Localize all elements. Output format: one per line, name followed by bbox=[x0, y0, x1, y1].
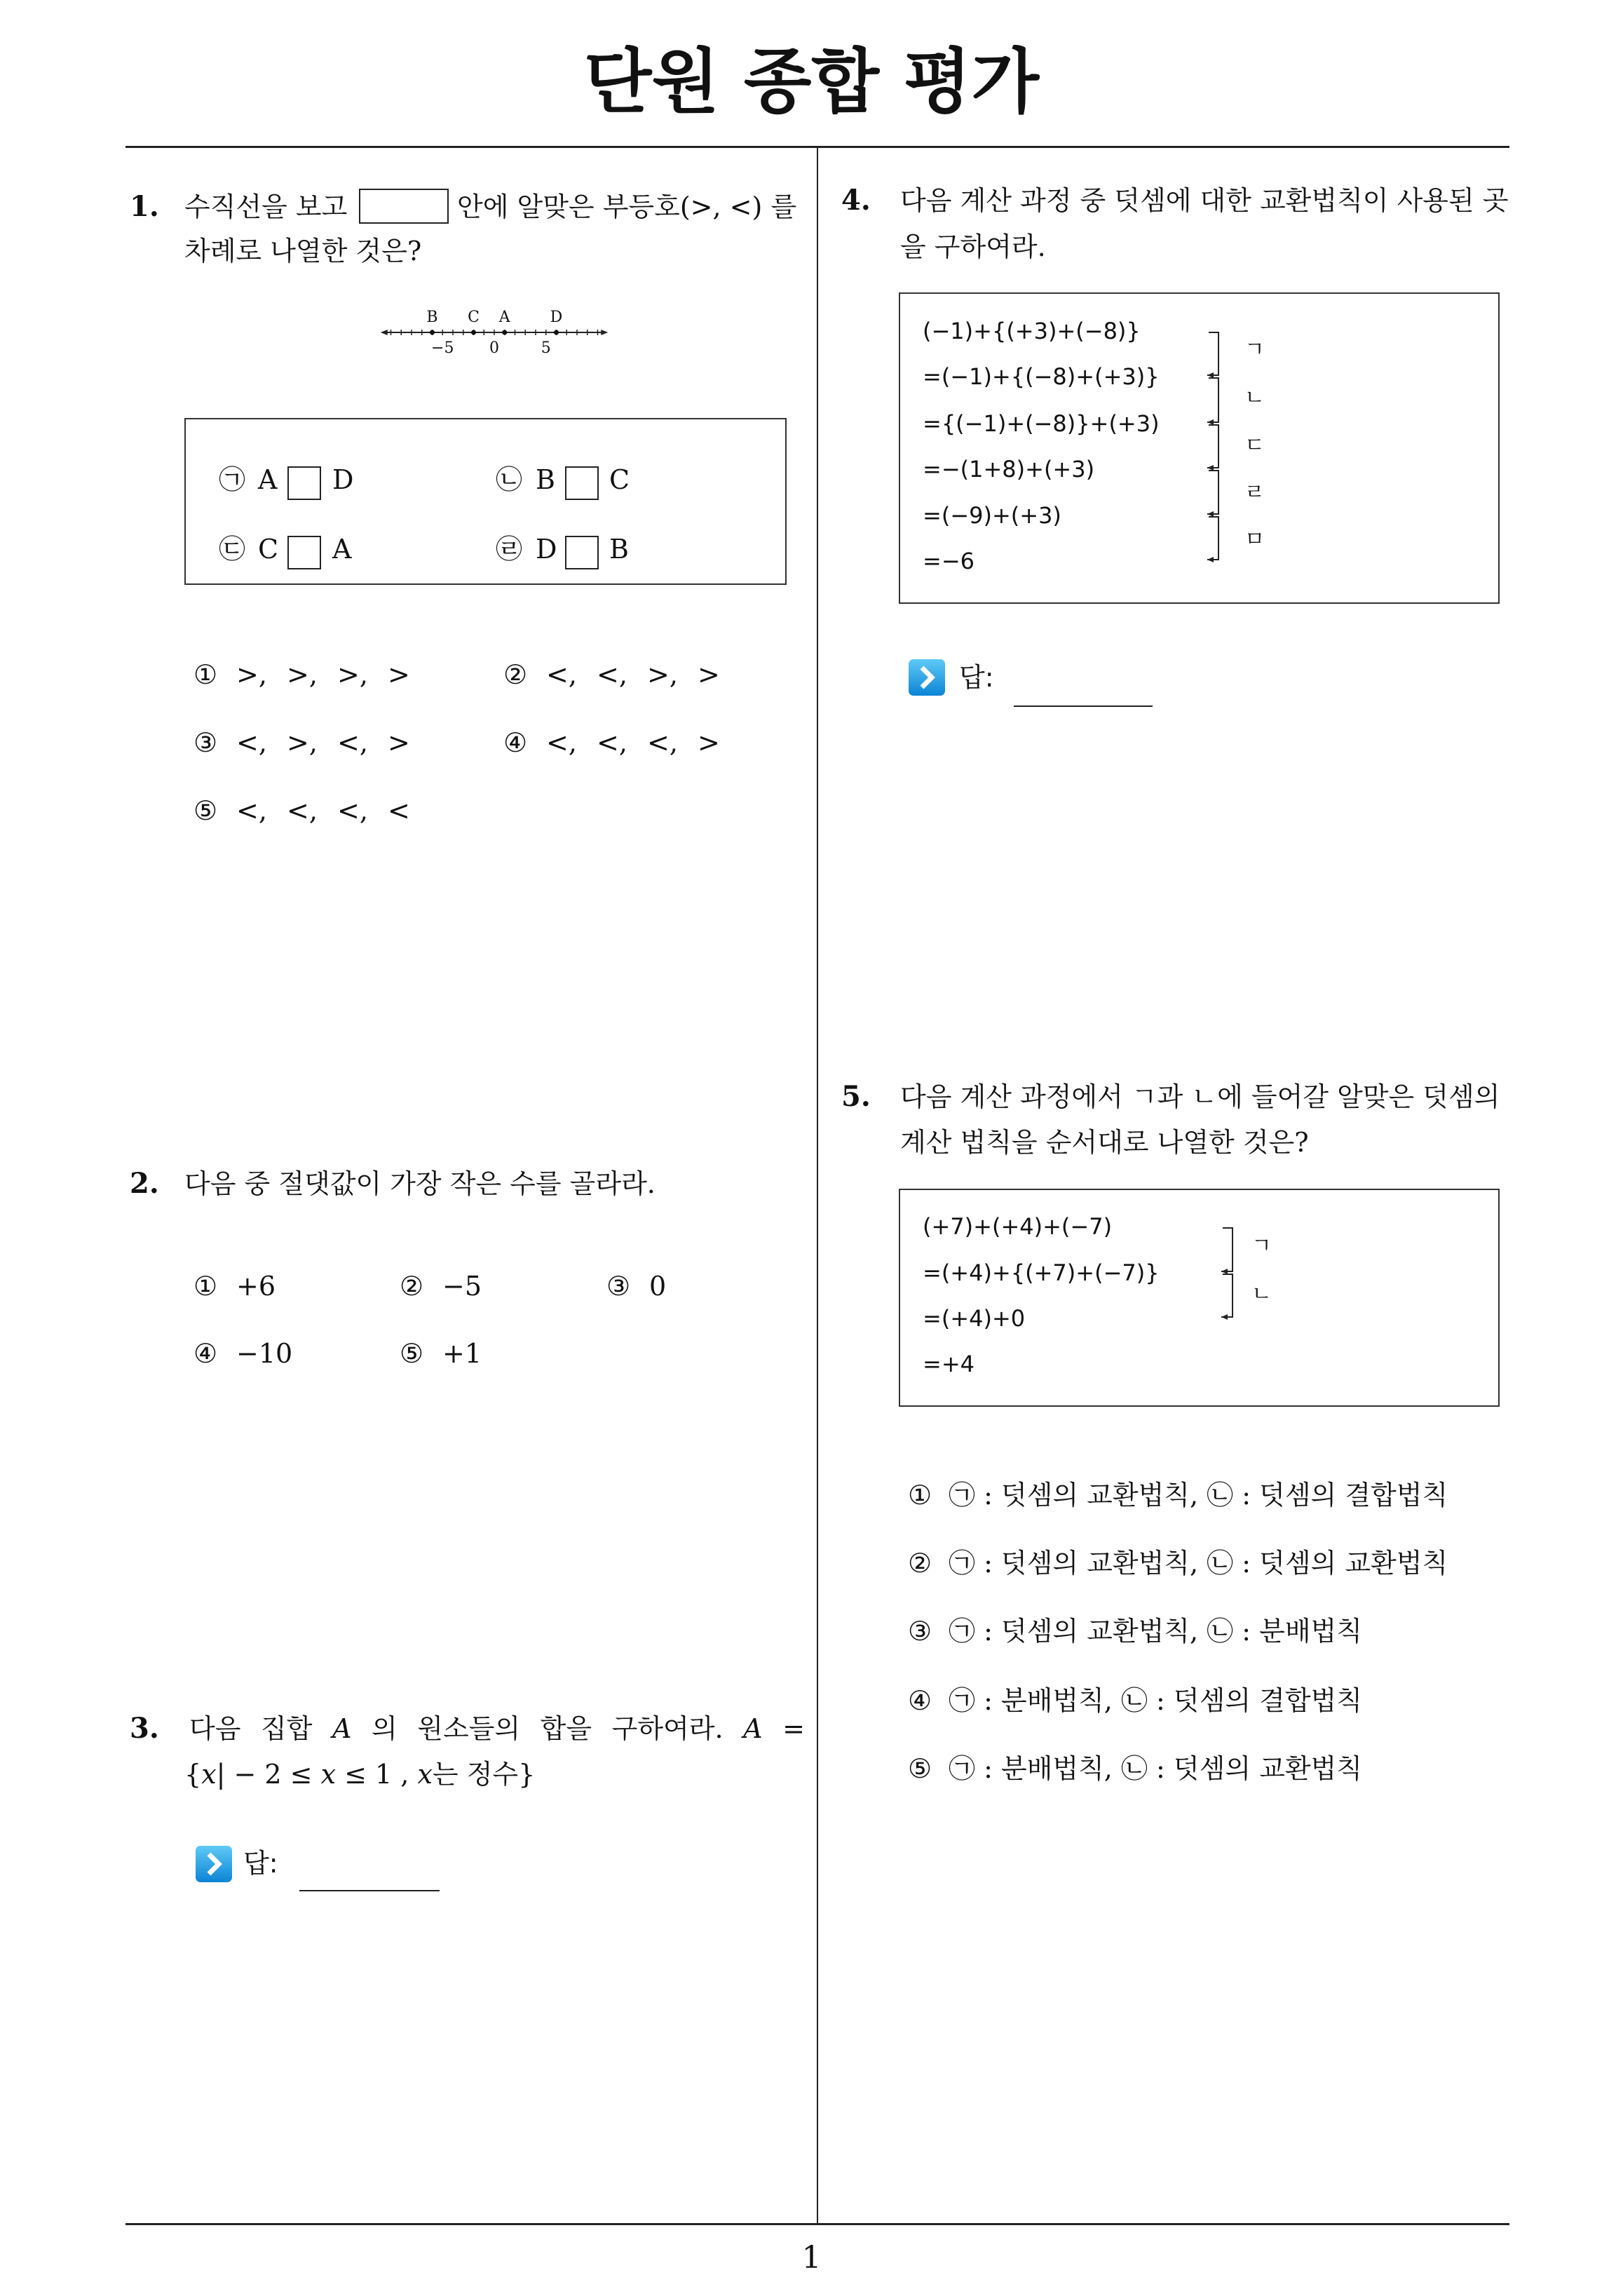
choice-marker: ④ bbox=[193, 1338, 218, 1369]
choice-text: +6 bbox=[236, 1271, 276, 1302]
choice-marker: ③ bbox=[193, 727, 218, 758]
word: 의 bbox=[371, 1713, 398, 1744]
choice-marker: ② bbox=[503, 659, 528, 690]
question-number: 2. bbox=[130, 1167, 159, 1200]
question-number: 4. bbox=[841, 184, 871, 217]
choice-text: <, <, <, > bbox=[546, 727, 720, 758]
footer-rule bbox=[125, 2223, 1509, 2225]
calculation-step: (+7)+(+4)+(−7) bbox=[923, 1213, 1113, 1240]
step-label: ㄱ bbox=[1244, 337, 1265, 362]
number-line-tick-label: −5 bbox=[431, 339, 454, 357]
variable-x: x bbox=[320, 1759, 337, 1790]
number-line-point bbox=[430, 330, 435, 335]
condition-text: 는 정수} bbox=[432, 1759, 536, 1790]
blank-square bbox=[287, 466, 321, 500]
answer-arrow-icon bbox=[908, 659, 946, 696]
word: 합을 bbox=[540, 1713, 592, 1744]
choice-5 bbox=[193, 797, 474, 824]
choice-text: <, >, <, > bbox=[236, 727, 410, 758]
choice-text: ㉠ : 덧셈의 교환법칙, ㉡ : 덧셈의 결합법칙 bbox=[949, 1480, 1448, 1511]
calculation-step: =(+4)+0 bbox=[923, 1305, 1026, 1332]
step-label: ㄴ bbox=[1251, 1282, 1272, 1306]
item-right: B bbox=[609, 534, 629, 565]
word: 집합 bbox=[260, 1713, 313, 1744]
step-label: ㄹ bbox=[1244, 480, 1265, 505]
step-brackets bbox=[1206, 1217, 1248, 1329]
choice-4 bbox=[193, 1340, 376, 1367]
choice-text: 0 bbox=[649, 1271, 667, 1302]
page-number: 1 bbox=[801, 2240, 822, 2276]
column-divider bbox=[817, 146, 818, 2225]
choice-2 bbox=[908, 1548, 1483, 1579]
item-right: A bbox=[332, 534, 352, 565]
step-label: ㄴ bbox=[1244, 386, 1265, 410]
number-line-point bbox=[554, 330, 559, 335]
choice-5 bbox=[908, 1755, 1483, 1782]
choice-1 bbox=[193, 661, 474, 688]
calculation-step: =−6 bbox=[923, 548, 975, 574]
item-marker: ㉣ bbox=[496, 534, 523, 565]
number-line-point-label: D bbox=[550, 309, 563, 326]
choice-4 bbox=[503, 729, 784, 756]
number-line-point-label: B bbox=[426, 309, 438, 326]
calculation-step: ={(−1)+(−8)}+(+3) bbox=[923, 410, 1160, 437]
choice-marker: ③ bbox=[908, 1616, 932, 1647]
choice-3 bbox=[193, 729, 474, 756]
step-label: ㄱ bbox=[1251, 1234, 1272, 1258]
calculation-step: =(+4)+{(+7)+(−7)} bbox=[923, 1260, 1160, 1286]
bracket-arrow bbox=[1207, 332, 1218, 375]
choice-text: ㉠ : 분배법칙, ㉡ : 덧셈의 결합법칙 bbox=[949, 1685, 1362, 1716]
step-label: ㅁ bbox=[1244, 527, 1265, 552]
choice-2 bbox=[400, 1271, 582, 1302]
question-text: 차례로 나열한 것은? bbox=[184, 236, 422, 266]
step-label: ㄷ bbox=[1244, 433, 1265, 458]
choice-3 bbox=[606, 1271, 789, 1302]
number-line-tick-label: 0 bbox=[489, 339, 499, 357]
comparison-item bbox=[219, 466, 401, 493]
answer-label: 답: bbox=[243, 1848, 278, 1879]
question-number: 5. bbox=[841, 1080, 871, 1113]
choice-marker: ⑤ bbox=[908, 1753, 932, 1784]
variable-x: x bbox=[417, 1759, 433, 1790]
question-number: 1. bbox=[130, 190, 159, 223]
choice-2 bbox=[503, 661, 784, 688]
choice-4 bbox=[908, 1687, 1483, 1714]
question-text: 다음 계산 과정 중 덧셈에 대한 교환법칙이 사용된 곳 bbox=[900, 185, 1509, 216]
number-line-point bbox=[502, 330, 507, 335]
bracket-arrow bbox=[1207, 471, 1218, 514]
bracket-arrow bbox=[1207, 425, 1218, 468]
axis-arrow-right bbox=[601, 330, 608, 335]
choice-text: <, <, <, < bbox=[236, 795, 410, 826]
choice-5 bbox=[400, 1340, 582, 1367]
bracket-arrow bbox=[1221, 1228, 1232, 1271]
choice-text: ㉠ : 분배법칙, ㉡ : 덧셈의 교환법칙 bbox=[949, 1753, 1362, 1784]
comparison-item bbox=[219, 534, 401, 565]
choice-marker: ④ bbox=[908, 1685, 932, 1716]
set-name: A bbox=[332, 1713, 352, 1744]
number-line-point-label: A bbox=[498, 309, 510, 326]
word: 구하여라. bbox=[611, 1713, 724, 1744]
choice-3 bbox=[908, 1618, 1483, 1645]
calculation-step: =+4 bbox=[923, 1351, 975, 1377]
calculation-step: =−(1+8)+(+3) bbox=[923, 456, 1095, 482]
variable-x: x bbox=[201, 1759, 217, 1790]
number-line-tick-label: 5 bbox=[541, 339, 551, 357]
question-number: 3. bbox=[130, 1712, 159, 1745]
word: 원소들의 bbox=[417, 1713, 521, 1744]
question-text: 다음 계산 과정에서 ㄱ과 ㄴ에 들어갈 알맞은 덧셈의 bbox=[900, 1081, 1500, 1112]
question-text: 계산 법칙을 순서대로 나열한 것은? bbox=[900, 1127, 1309, 1158]
item-right: D bbox=[332, 464, 354, 495]
comparison-item bbox=[496, 534, 678, 565]
choice-text: <, <, >, > bbox=[546, 659, 720, 690]
choice-marker: ① bbox=[193, 1271, 218, 1302]
set-name: A bbox=[743, 1713, 763, 1744]
axis-arrow-left bbox=[381, 330, 388, 335]
question-text: 을 구하여라. bbox=[900, 231, 1046, 262]
number-line-point bbox=[471, 330, 476, 335]
item-left: B bbox=[536, 464, 555, 495]
choice-marker: ⑤ bbox=[400, 1338, 424, 1369]
number-line-point-label: C bbox=[468, 309, 480, 326]
question-text: 안에 알맞은 부등호(>, <) 를 bbox=[457, 191, 797, 222]
calculation-step: (−1)+{(+3)+(−8)} bbox=[923, 318, 1141, 344]
question-text: 다음 중 절댓값이 가장 작은 수를 골라라. bbox=[184, 1168, 656, 1199]
choice-1 bbox=[193, 1271, 376, 1302]
condition-text: ≤ 1 , bbox=[336, 1759, 418, 1790]
bracket-arrow bbox=[1207, 378, 1218, 422]
equals-sign: = bbox=[782, 1713, 805, 1744]
item-left: A bbox=[258, 464, 278, 495]
blank-square bbox=[287, 536, 321, 569]
item-left: C bbox=[258, 534, 279, 565]
brace: { bbox=[184, 1759, 202, 1790]
item-right: C bbox=[609, 464, 630, 495]
choice-text: ㉠ : 덧셈의 교환법칙, ㉡ : 분배법칙 bbox=[949, 1616, 1362, 1647]
answer-label: 답: bbox=[959, 662, 994, 693]
question-text bbox=[189, 1715, 805, 1742]
choice-marker: ① bbox=[908, 1480, 932, 1511]
comparison-item bbox=[496, 466, 678, 493]
step-brackets bbox=[1192, 323, 1234, 575]
blank-square bbox=[565, 466, 599, 500]
bracket-arrow bbox=[1221, 1274, 1232, 1317]
choice-marker: ② bbox=[908, 1548, 932, 1579]
set-builder-notation bbox=[184, 1761, 535, 1788]
page-title: 단원 종합 평가 bbox=[583, 41, 1040, 123]
choice-1 bbox=[908, 1480, 1483, 1511]
blank-box bbox=[359, 189, 449, 224]
number-line bbox=[379, 305, 613, 358]
answer-blank bbox=[1014, 705, 1153, 707]
choice-marker: ④ bbox=[503, 727, 528, 758]
blank-square bbox=[565, 536, 599, 569]
choice-marker: ⑤ bbox=[193, 795, 218, 826]
choice-marker: ③ bbox=[606, 1271, 631, 1302]
choice-text: >, >, >, > bbox=[236, 659, 410, 690]
choice-marker: ① bbox=[193, 659, 218, 690]
item-marker: ㉡ bbox=[496, 464, 523, 495]
item-marker: ㉢ bbox=[219, 534, 246, 565]
answer-blank bbox=[299, 1890, 440, 1891]
choice-text: +1 bbox=[442, 1338, 482, 1369]
choice-marker: ② bbox=[400, 1271, 424, 1302]
bracket-arrow bbox=[1207, 517, 1218, 560]
calculation-step: =(−1)+{(−8)+(+3)} bbox=[923, 363, 1160, 390]
choice-text: −5 bbox=[442, 1271, 482, 1302]
choice-text: ㉠ : 덧셈의 교환법칙, ㉡ : 덧셈의 교환법칙 bbox=[949, 1548, 1448, 1579]
choice-text: −10 bbox=[236, 1338, 293, 1369]
question-text: 수직선을 보고 bbox=[184, 191, 348, 222]
calculation-step: =(−9)+(+3) bbox=[923, 502, 1061, 529]
condition-text: | − 2 ≤ bbox=[216, 1759, 321, 1790]
item-marker: ㉠ bbox=[219, 464, 246, 495]
word: 다음 bbox=[189, 1713, 241, 1744]
item-left: D bbox=[536, 534, 557, 565]
answer-arrow-icon bbox=[195, 1845, 233, 1883]
